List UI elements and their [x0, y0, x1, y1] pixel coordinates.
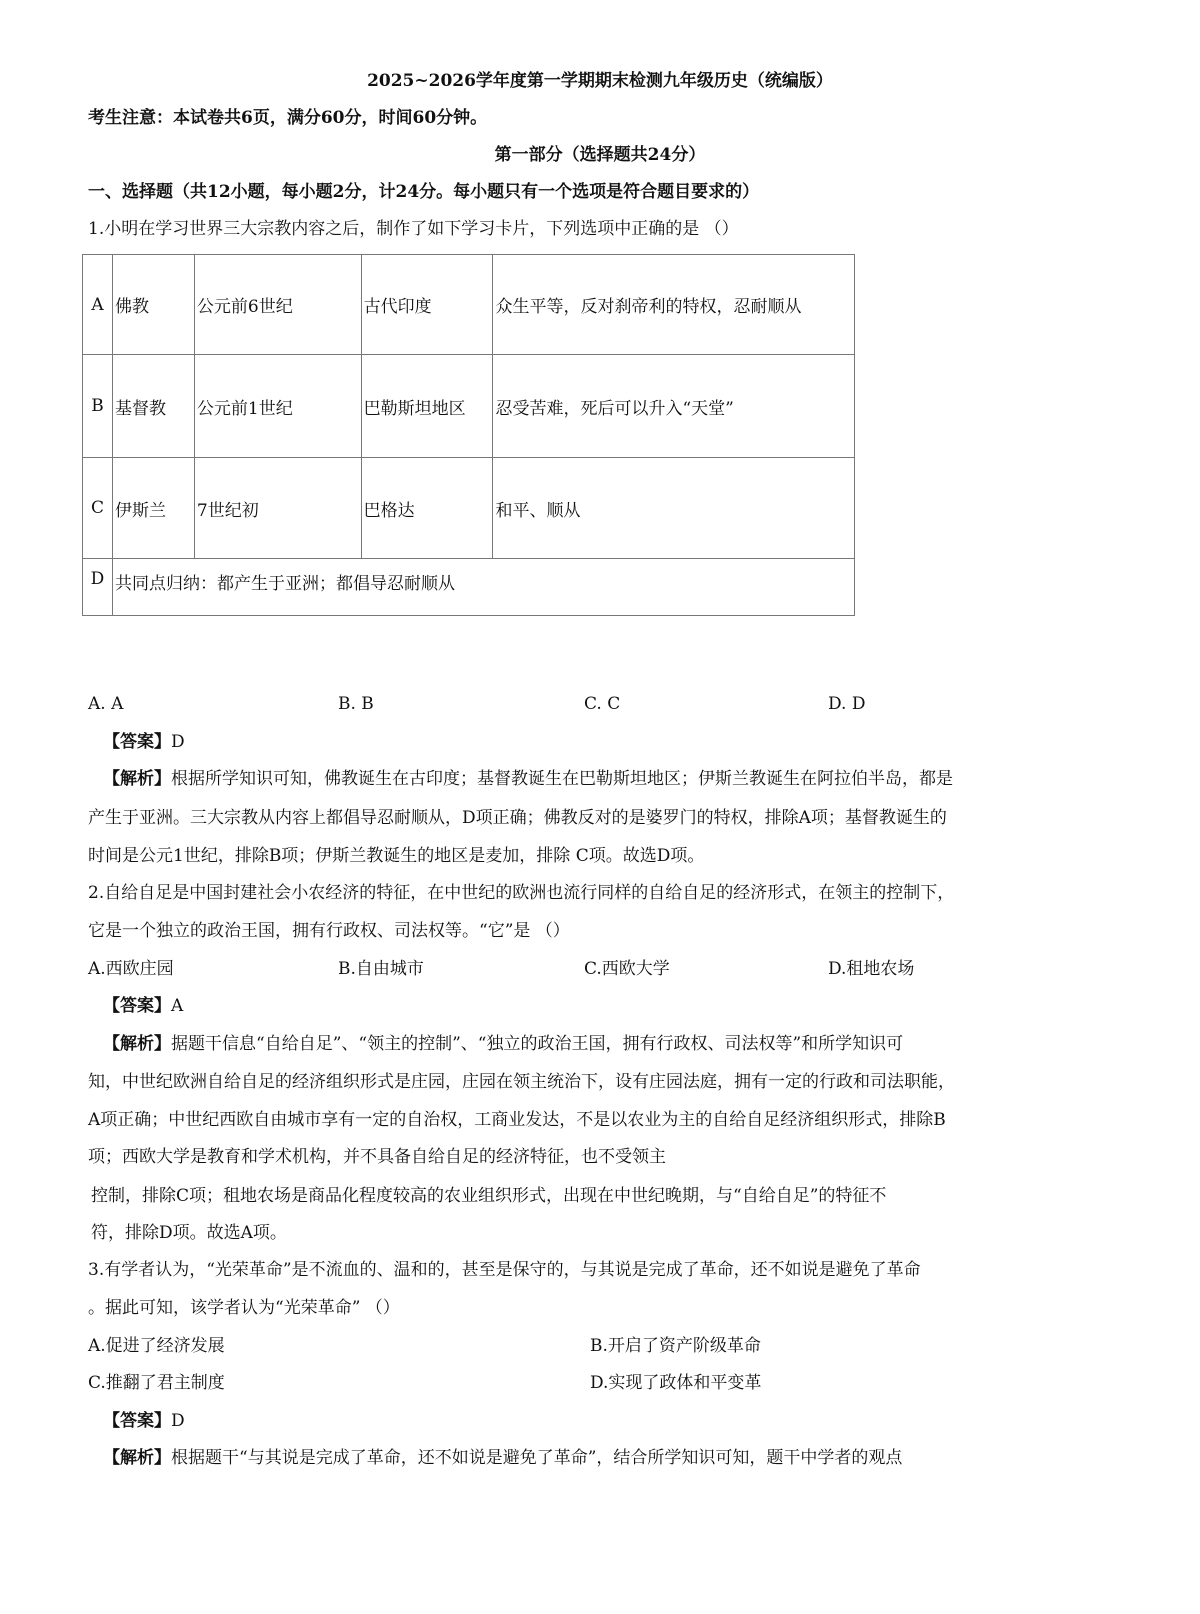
- table-cell: A: [83, 255, 113, 355]
- q3-analysis-line: [103, 1445, 902, 1471]
- q2-analysis-line: 符，排除D项。故选A项。: [91, 1223, 287, 1243]
- question-3-stem: 3.有学者认为，“光荣革命”是不流血的、温和的，甚至是保守的，与其说是完成了革命，还不如说是避免了革命: [88, 1260, 921, 1280]
- q3-option-d: D.实现了政体和平变革: [590, 1373, 762, 1393]
- q1-option-c: C. C: [584, 694, 621, 714]
- q2-option-b: B.自由城市: [338, 959, 424, 979]
- q2-answer: [103, 993, 183, 1019]
- section-heading: 一、选择题（共12小题，每小题2分，计24分。每小题只有一个选项是符合题目要求的）: [88, 182, 760, 202]
- part-heading: 第一部分（选择题共24分）: [494, 145, 706, 165]
- q1-option-a: A. A: [88, 694, 124, 714]
- analysis-tag: 【解析】: [103, 1034, 171, 1054]
- q3-option-a: A.促进了经济发展: [88, 1336, 225, 1356]
- table-cell: 众生平等，反对刹帝利的特权，忍耐顺从: [493, 255, 855, 355]
- table-cell: C: [83, 458, 113, 559]
- table-cell: 基督教: [112, 355, 194, 458]
- q1-option-d: D. D: [828, 694, 866, 714]
- table-cell: 古代印度: [361, 255, 493, 355]
- table-cell: 和平、顺从: [493, 458, 855, 559]
- q2-analysis-line: [103, 1031, 903, 1057]
- table-cell: 伊斯兰: [112, 458, 194, 559]
- answer-value: D: [171, 732, 185, 752]
- table-cell: 公元前1世纪: [194, 355, 361, 458]
- table-cell: 佛教: [112, 255, 194, 355]
- analysis-text: 根据题干“与其说是完成了革命，还不如说是避免了革命”，结合所学知识可知，题干中学者的观点: [171, 1448, 903, 1468]
- table-row: [83, 255, 855, 355]
- q1-option-b: B. B: [338, 694, 374, 714]
- table-cell: B: [83, 355, 113, 458]
- question-1-stem: 1.小明在学习世界三大宗教内容之后，制作了如下学习卡片，下列选项中正确的是 （）: [88, 219, 739, 239]
- q2-option-d: D.租地农场: [828, 959, 915, 979]
- q3-answer: [103, 1408, 185, 1434]
- analysis-tag: 【解析】: [103, 769, 171, 789]
- answer-tag: 【答案】: [103, 996, 171, 1016]
- q2-analysis-line: 项；西欧大学是教育和学术机构，并不具备自给自足的经济特征，也不受领主: [88, 1147, 666, 1167]
- q2-analysis-line: 控制，排除C项；租地农场是商品化程度较高的农业组织形式，出现在中世纪晚期，与“自给自足”的特征不: [91, 1186, 887, 1206]
- q3-option-b: B.开启了资产阶级革命: [590, 1336, 761, 1356]
- q3-option-c: C.推翻了君主制度: [88, 1373, 225, 1393]
- analysis-text: 据题干信息“自给自足”、“领主的控制”、“独立的政治王国，拥有行政权、司法权等”和所学知识可: [171, 1034, 904, 1054]
- analysis-tag: 【解析】: [103, 1448, 171, 1468]
- q2-option-c: C.西欧大学: [584, 959, 670, 979]
- exam-notice: 考生注意：本试卷共6页，满分60分，时间60分钟。: [88, 108, 488, 128]
- table-cell: 巴格达: [361, 458, 493, 559]
- table-cell: 公元前6世纪: [194, 255, 361, 355]
- q2-analysis-line: A项正确；中世纪西欧自由城市享有一定的自治权，工商业发达，不是以农业为主的自给自足经济组织形式，排除B: [88, 1110, 946, 1130]
- q1-answer: [103, 729, 185, 755]
- answer-tag: 【答案】: [103, 1411, 171, 1431]
- question-3-stem: 。据此可知，该学者认为“光荣革命” （）: [88, 1298, 400, 1318]
- q2-option-a: A.西欧庄园: [88, 959, 174, 979]
- q2-analysis-line: 知，中世纪欧洲自给自足的经济组织形式是庄园，庄园在领主统治下，设有庄园法庭，拥有一定的行政和司法职能，: [88, 1072, 955, 1092]
- table-cell: 7世纪初: [194, 458, 361, 559]
- page-title: 2025~2026学年度第一学期期末检测九年级历史（统编版）: [367, 71, 833, 91]
- answer-value: D: [171, 1411, 185, 1431]
- table-cell: 共同点归纳：都产生于亚洲；都倡导忍耐顺从: [112, 559, 854, 616]
- q1-analysis-line: 时间是公元1世纪，排除B项；伊斯兰教诞生的地区是麦加，排除 C项。故选D项。: [88, 846, 705, 866]
- answer-tag: 【答案】: [103, 732, 171, 752]
- table-row: [83, 355, 855, 458]
- table-row: [83, 458, 855, 559]
- table-cell: D: [83, 559, 113, 616]
- q1-analysis-line: [103, 766, 953, 792]
- question-2-stem: 2.自给自足是中国封建社会小农经济的特征，在中世纪的欧洲也流行同样的自给自足的经济形式，在领主的控制下，: [88, 883, 955, 903]
- religion-study-card-table: [82, 254, 855, 616]
- answer-value: A: [171, 996, 184, 1016]
- analysis-text: 根据所学知识可知，佛教诞生在古印度；基督教诞生在巴勒斯坦地区；伊斯兰教诞生在阿拉伯半岛，都是: [171, 769, 953, 789]
- table-cell: 忍受苦难，死后可以升入“天堂”: [493, 355, 855, 458]
- table-row: [83, 559, 855, 616]
- question-2-stem: 它是一个独立的政治王国，拥有行政权、司法权等。“它”是 （）: [88, 921, 570, 941]
- table-cell: 巴勒斯坦地区: [361, 355, 493, 458]
- q1-analysis-line: 产生于亚洲。三大宗教从内容上都倡导忍耐顺从，D项正确；佛教反对的是婆罗门的特权，排除A项；基督教诞生的: [88, 808, 947, 828]
